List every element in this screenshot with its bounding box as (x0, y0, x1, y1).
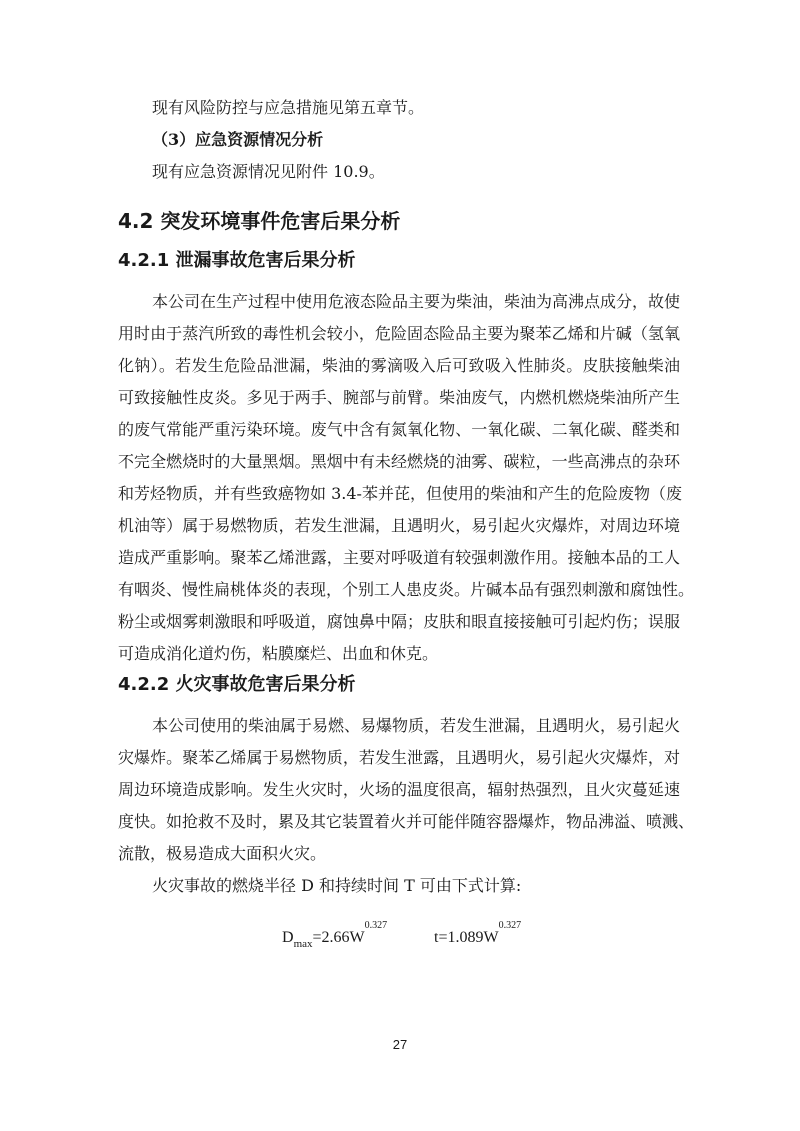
formula-rhs: =2.66W (312, 929, 365, 946)
formula-exponent: 0.327 (498, 920, 522, 931)
paragraph-line: 周边环境造成影响。发生火灾时，火场的温度很高，辐射热强烈，且火灾蔓延速 (118, 780, 680, 799)
paragraph-line: 可致接触性皮炎。多见于两手、腕部与前臂。柴油废气，内燃机燃烧柴油所产生 (118, 388, 680, 407)
paragraph-line: 和芳烃物质，并有些致癌物如 3.4-苯并芘，但使用的柴油和产生的危险废物（废 (118, 484, 682, 503)
subsection-3-title: （3）应急资源情况分析 (152, 130, 324, 149)
formula-subscript: max (293, 938, 313, 950)
burn-radius-formula (282, 920, 387, 950)
paragraph-line: 造成严重影响。聚苯乙烯泄露，主要对呼吸道有较强刺激作用。接触本品的工人 (118, 548, 680, 567)
paragraph-line: 流散，极易造成大面积火灾。 (118, 844, 327, 863)
section-4-2-2-heading: 4.2.2 火灾事故危害后果分析 (118, 674, 356, 695)
emergency-resource-sentence: 现有应急资源情况见附件 10.9。 (152, 162, 385, 181)
risk-control-sentence: 现有风险防控与应急措施见第五章节。 (152, 98, 425, 117)
paragraph-line: 机油等）属于易燃物质，若发生泄漏，且遇明火，易引起火灾爆炸，对周边环境 (118, 516, 680, 535)
formula-symbol: D (282, 929, 294, 946)
formula-exponent: 0.327 (364, 920, 388, 931)
paragraph-line: 本公司在生产过程中使用危液态险品主要为柴油，柴油为高沸点成分，故使 (152, 292, 681, 311)
paragraph-line: 化钠）。若发生危险品泄漏，柴油的雾滴吸入后可致吸入性肺炎。皮肤接触柴油 (118, 356, 680, 375)
paragraph-line: 灾爆炸。聚苯乙烯属于易燃物质，若发生泄露，且遇明火，易引起火灾爆炸，对 (118, 748, 680, 767)
paragraph-line: 用时由于蒸汽所致的毒性机会较小，危险固态险品主要为聚苯乙烯和片碱（氢氧 (118, 324, 680, 343)
paragraph-line: 可造成消化道灼伤，粘膜糜烂、出血和休克。 (118, 644, 439, 663)
formula-lhs: t=1.089W (434, 929, 499, 946)
paragraph-line: 本公司使用的柴油属于易燃、易爆物质，若发生泄漏，且遇明火，易引起火 (152, 716, 681, 735)
section-4-2-heading: 4.2 突发环境事件危害后果分析 (118, 209, 401, 233)
paragraph-line: 有咽炎、慢性扁桃体炎的表现，个别工人患皮炎。片碱本品有强烈刺激和腐蚀性。 (118, 580, 695, 599)
burn-duration-formula (434, 920, 521, 947)
page-number: 27 (392, 1037, 408, 1052)
formula-intro: 火灾事故的燃烧半径 D 和持续时间 T 可由下式计算: (152, 876, 522, 895)
paragraph-line: 度快。如抢救不及时，累及其它装置着火并可能伴随容器爆炸，物品沸溢、喷溅、 (118, 812, 695, 831)
paragraph-line: 不完全燃烧时的大量黑烟。黑烟中有未经燃烧的油雾、碳粒，一些高沸点的杂环 (118, 452, 680, 471)
section-4-2-1-heading: 4.2.1 泄漏事故危害后果分析 (118, 250, 356, 271)
paragraph-line: 粉尘或烟雾刺激眼和呼吸道，腐蚀鼻中隔；皮肤和眼直接接触可引起灼伤；误服 (118, 612, 680, 631)
paragraph-line: 的废气常能严重污染环境。废气中含有氮氧化物、一氧化碳、二氧化碳、醛类和 (118, 420, 680, 439)
